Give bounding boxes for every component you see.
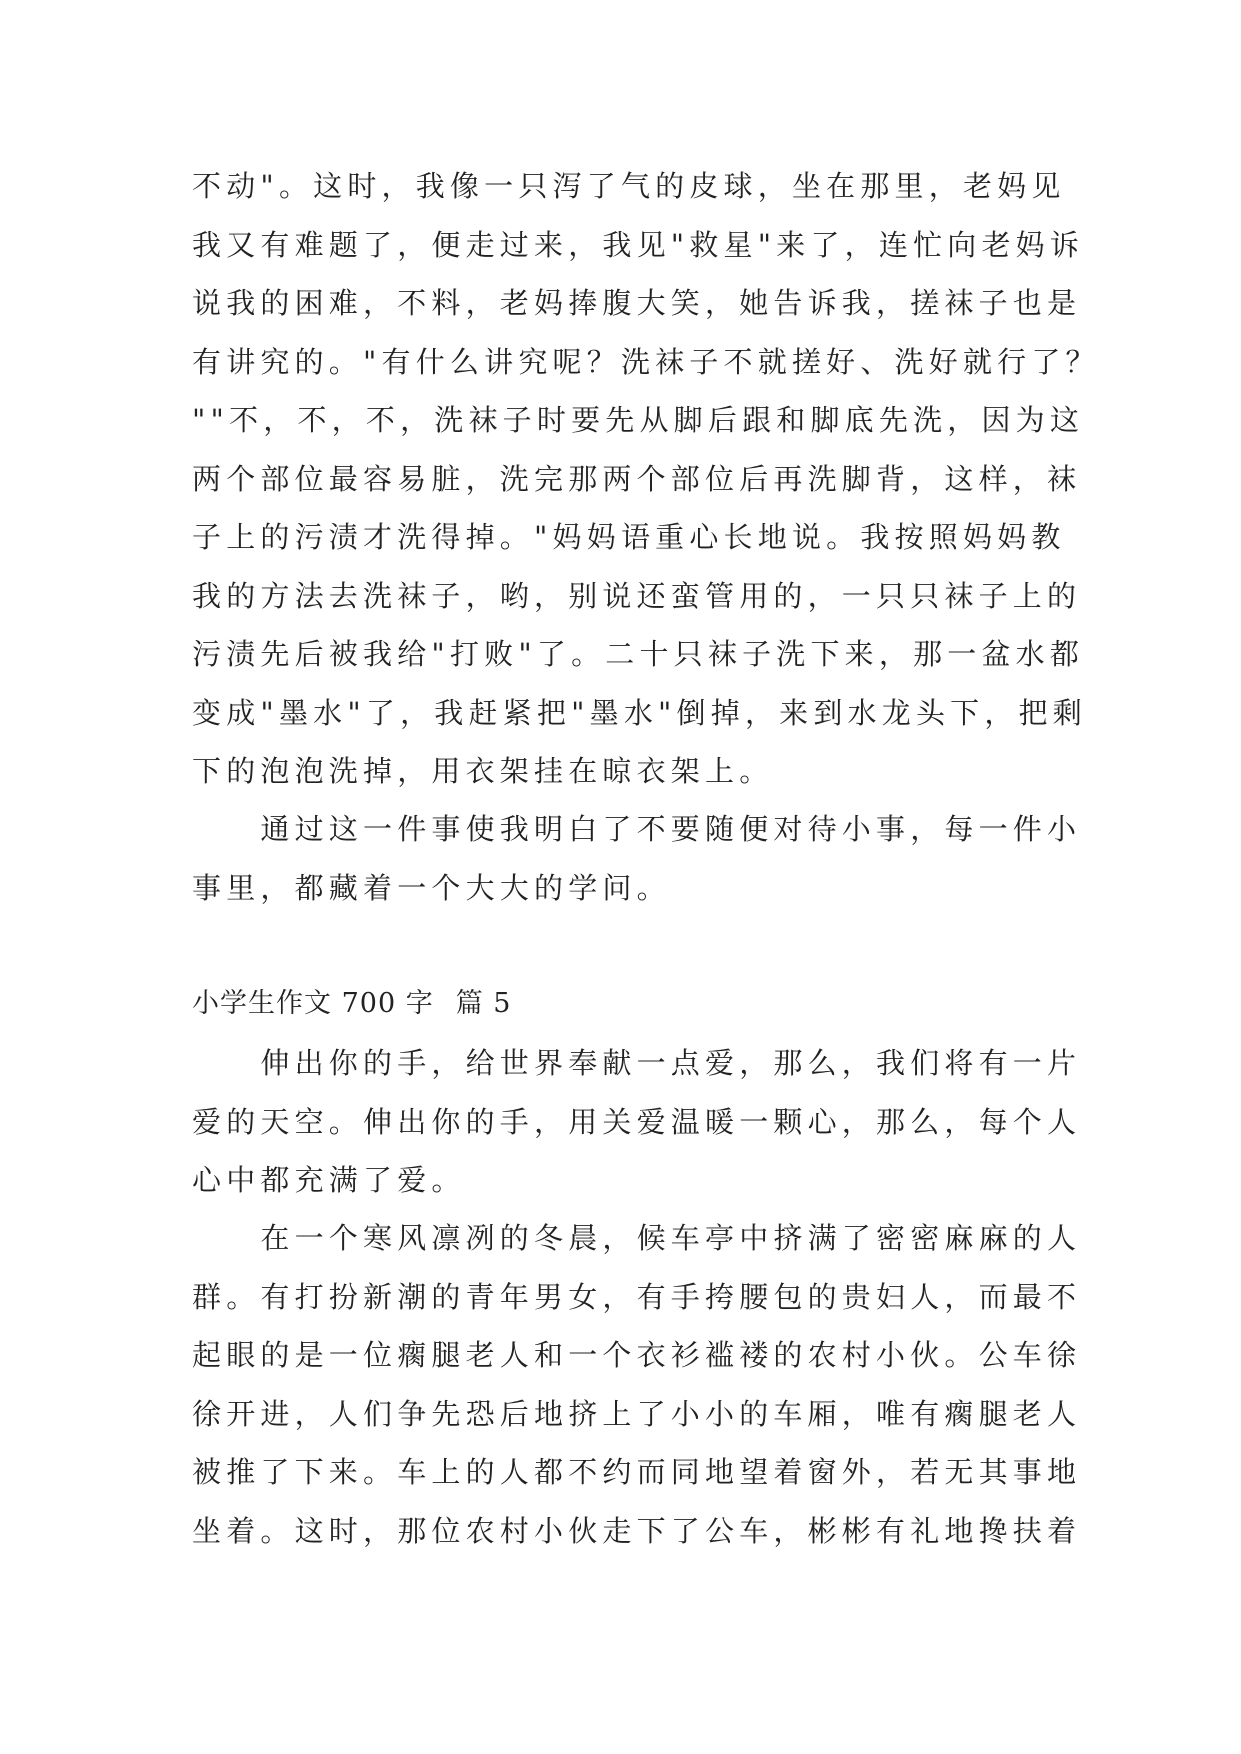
paragraph-line: 爱的天空。伸出你的手，用关爱温暖一颗心，那么，每个人	[192, 1104, 1082, 1139]
paragraph-line: 子上的污渍才洗得掉。"妈妈语重心长地说。我按照妈妈教	[192, 520, 1066, 554]
paragraph-line: 心中都充满了爱。	[192, 1163, 466, 1197]
conclusion-paragraph	[192, 800, 1082, 917]
paragraph-line: 群。有打扮新潮的青年男女，有手挎腰包的贵妇人，而最不	[192, 1279, 1082, 1314]
paragraph-line: 起眼的是一位瘸腿老人和一个衣衫褴褛的农村小伙。公车徐	[192, 1338, 1082, 1372]
paragraph-line: 事里，都藏着一个大大的学问。	[192, 870, 671, 905]
paragraph-line: 伸出你的手，给世界奉献一点爱，那么，我们将有一片	[192, 1046, 1082, 1080]
paragraph-line: 在一个寒风凛冽的冬晨，候车亭中挤满了密密麻麻的人	[192, 1221, 1082, 1255]
paragraph-line: 有讲究的。"有什么讲究呢？洗袜子不就搓好、洗好就行了？	[192, 344, 1100, 379]
section-title: 小学生作文 700 字	[192, 988, 434, 1019]
paragraph-line: 变成"墨水"了，我赶紧把"墨水"倒掉，来到水龙头下，把剩	[192, 695, 1087, 730]
paragraph-line: 两个部位最容易脏，洗完那两个部位后再洗脚背，这样，袜	[192, 461, 1082, 496]
paragraph-line: 我的方法去洗袜子，哟，别说还蛮管用的，一只只袜子上的	[192, 578, 1082, 613]
paragraph-line: 坐着。这时，那位农村小伙走下了公车，彬彬有礼地搀扶着	[192, 1513, 1082, 1548]
essay5-paragraph-2	[192, 1209, 1082, 1560]
essay5-paragraph-1	[192, 1034, 1082, 1210]
paragraph-line: 说我的困难，不料，老妈捧腹大笑，她告诉我，搓袜子也是	[192, 286, 1082, 320]
paragraph-line: 通过这一件事使我明白了不要随便对待小事，每一件小	[192, 812, 1082, 846]
paragraph-line: 徐开进，人们争先恐后地挤上了小小的车厢，唯有瘸腿老人	[192, 1396, 1082, 1431]
paragraph-line: ""不，不，不，洗袜子时要先从脚后跟和脚底先洗，因为这	[192, 403, 1085, 437]
section-heading	[192, 975, 1062, 1034]
paragraph-line: 下的泡泡洗掉，用衣架挂在晾衣架上。	[192, 754, 774, 788]
paragraph-line: 污渍先后被我给"打败"了。二十只袜子洗下来，那一盆水都	[192, 637, 1085, 671]
paragraph-line: 不动"。这时，我像一只泻了气的皮球，坐在那里，老妈见	[192, 169, 1066, 203]
section-number: 篇 5	[455, 988, 512, 1019]
paragraph-line: 我又有难题了，便走过来，我见"救星"来了，连忙向老妈诉	[192, 227, 1085, 262]
continued-paragraph	[192, 157, 1100, 801]
paragraph-line: 被推了下来。车上的人都不约而同地望着窗外，若无其事地	[192, 1455, 1082, 1489]
